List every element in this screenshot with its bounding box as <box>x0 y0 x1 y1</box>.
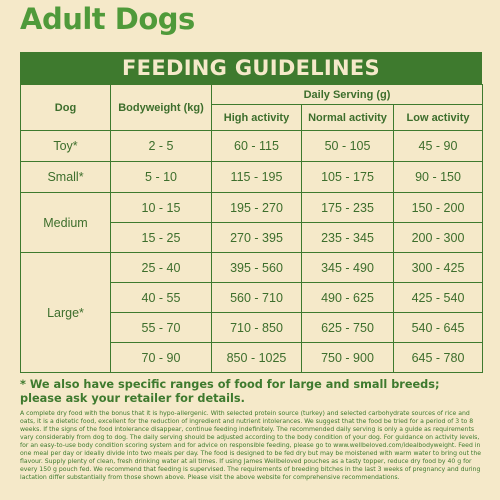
high-activity-cell: 270 - 395 <box>212 223 302 253</box>
daily-serving-header: Daily Serving (g) <box>212 85 483 105</box>
low-activity-cell: 300 - 425 <box>394 253 483 283</box>
bodyweight-cell: 40 - 55 <box>111 283 212 313</box>
normal-activity-cell: 345 - 490 <box>302 253 394 283</box>
bodyweight-column-header: Bodyweight (kg) <box>111 85 212 131</box>
low-activity-cell: 45 - 90 <box>394 131 483 162</box>
dog-group-small: Small* <box>21 162 111 193</box>
low-activity-cell: 425 - 540 <box>394 283 483 313</box>
high-activity-cell: 710 - 850 <box>212 313 302 343</box>
feeding-guidelines-banner: FEEDING GUIDELINES <box>20 52 482 84</box>
low-activity-header: Low activity <box>394 105 483 131</box>
bodyweight-cell: 25 - 40 <box>111 253 212 283</box>
bodyweight-cell: 70 - 90 <box>111 343 212 373</box>
low-activity-cell: 645 - 780 <box>394 343 483 373</box>
normal-activity-cell: 490 - 625 <box>302 283 394 313</box>
normal-activity-cell: 105 - 175 <box>302 162 394 193</box>
high-activity-cell: 115 - 195 <box>212 162 302 193</box>
high-activity-cell: 850 - 1025 <box>212 343 302 373</box>
normal-activity-cell: 750 - 900 <box>302 343 394 373</box>
high-activity-header: High activity <box>212 105 302 131</box>
bodyweight-cell: 2 - 5 <box>111 131 212 162</box>
normal-activity-header: Normal activity <box>302 105 394 131</box>
bodyweight-cell: 55 - 70 <box>111 313 212 343</box>
low-activity-cell: 90 - 150 <box>394 162 483 193</box>
table-row <box>21 131 483 162</box>
feeding-instructions-text: A complete dry food with the bonus that it is hypo-allergenic. With selected protein source (turkey) and selected carbohydrate sources of rice and oats, it is a dietetic food, excellent for the reduction of ingredient and nutrient intolerances. We suggest that the food be tried for a period of 3 to 8 weeks. If the signs of the food intolerance disappear, continue feeding indefinitely. The recommended daily serving is only a guide as requirements vary considerably from dog to dog. The daily serving should be adjusted according to the body condition of your dog. For guidance on activity levels, for an easy-to-use body condition scoring system and for advice on responsible feeding, please go to www.wellbeloved.com/idealbodyweight. Feed in one meal per day or ideally divide into two meals per day. The food is designed to be fed dry but may be moistened with warm water to bring out the flavour. Supply plenty of clean, fresh drinking water at all times. If using James Wellbeloved pouches as a tasty topper, reduce dry food by 40 g for every 150 g pouch fed. We recommend that feeding is supervised. The requirements of breeding bitches in the last 3 weeks of pregnancy and during lactation differ substantially from those shown above. Please visit the above website for comprehensive recommendations. <box>20 410 482 482</box>
bodyweight-cell: 5 - 10 <box>111 162 212 193</box>
high-activity-cell: 395 - 560 <box>212 253 302 283</box>
feeding-table <box>20 84 483 373</box>
low-activity-cell: 150 - 200 <box>394 193 483 223</box>
page-title: Adult Dogs <box>20 2 195 36</box>
high-activity-cell: 560 - 710 <box>212 283 302 313</box>
table-row <box>21 162 483 193</box>
table-row <box>21 193 483 223</box>
normal-activity-cell: 175 - 235 <box>302 193 394 223</box>
dog-group-medium: Medium <box>21 193 111 253</box>
dog-group-toy: Toy* <box>21 131 111 162</box>
high-activity-cell: 195 - 270 <box>212 193 302 223</box>
low-activity-cell: 200 - 300 <box>394 223 483 253</box>
dog-group-large: Large* <box>21 253 111 373</box>
normal-activity-cell: 50 - 105 <box>302 131 394 162</box>
bodyweight-cell: 15 - 25 <box>111 223 212 253</box>
normal-activity-cell: 625 - 750 <box>302 313 394 343</box>
normal-activity-cell: 235 - 345 <box>302 223 394 253</box>
low-activity-cell: 540 - 645 <box>394 313 483 343</box>
bodyweight-cell: 10 - 15 <box>111 193 212 223</box>
high-activity-cell: 60 - 115 <box>212 131 302 162</box>
table-row <box>21 253 483 283</box>
table-header-row <box>21 85 483 105</box>
footnote: * We also have specific ranges of food for large and small breeds; please ask your retailer for details. <box>20 378 440 405</box>
dog-column-header: Dog <box>21 85 111 131</box>
